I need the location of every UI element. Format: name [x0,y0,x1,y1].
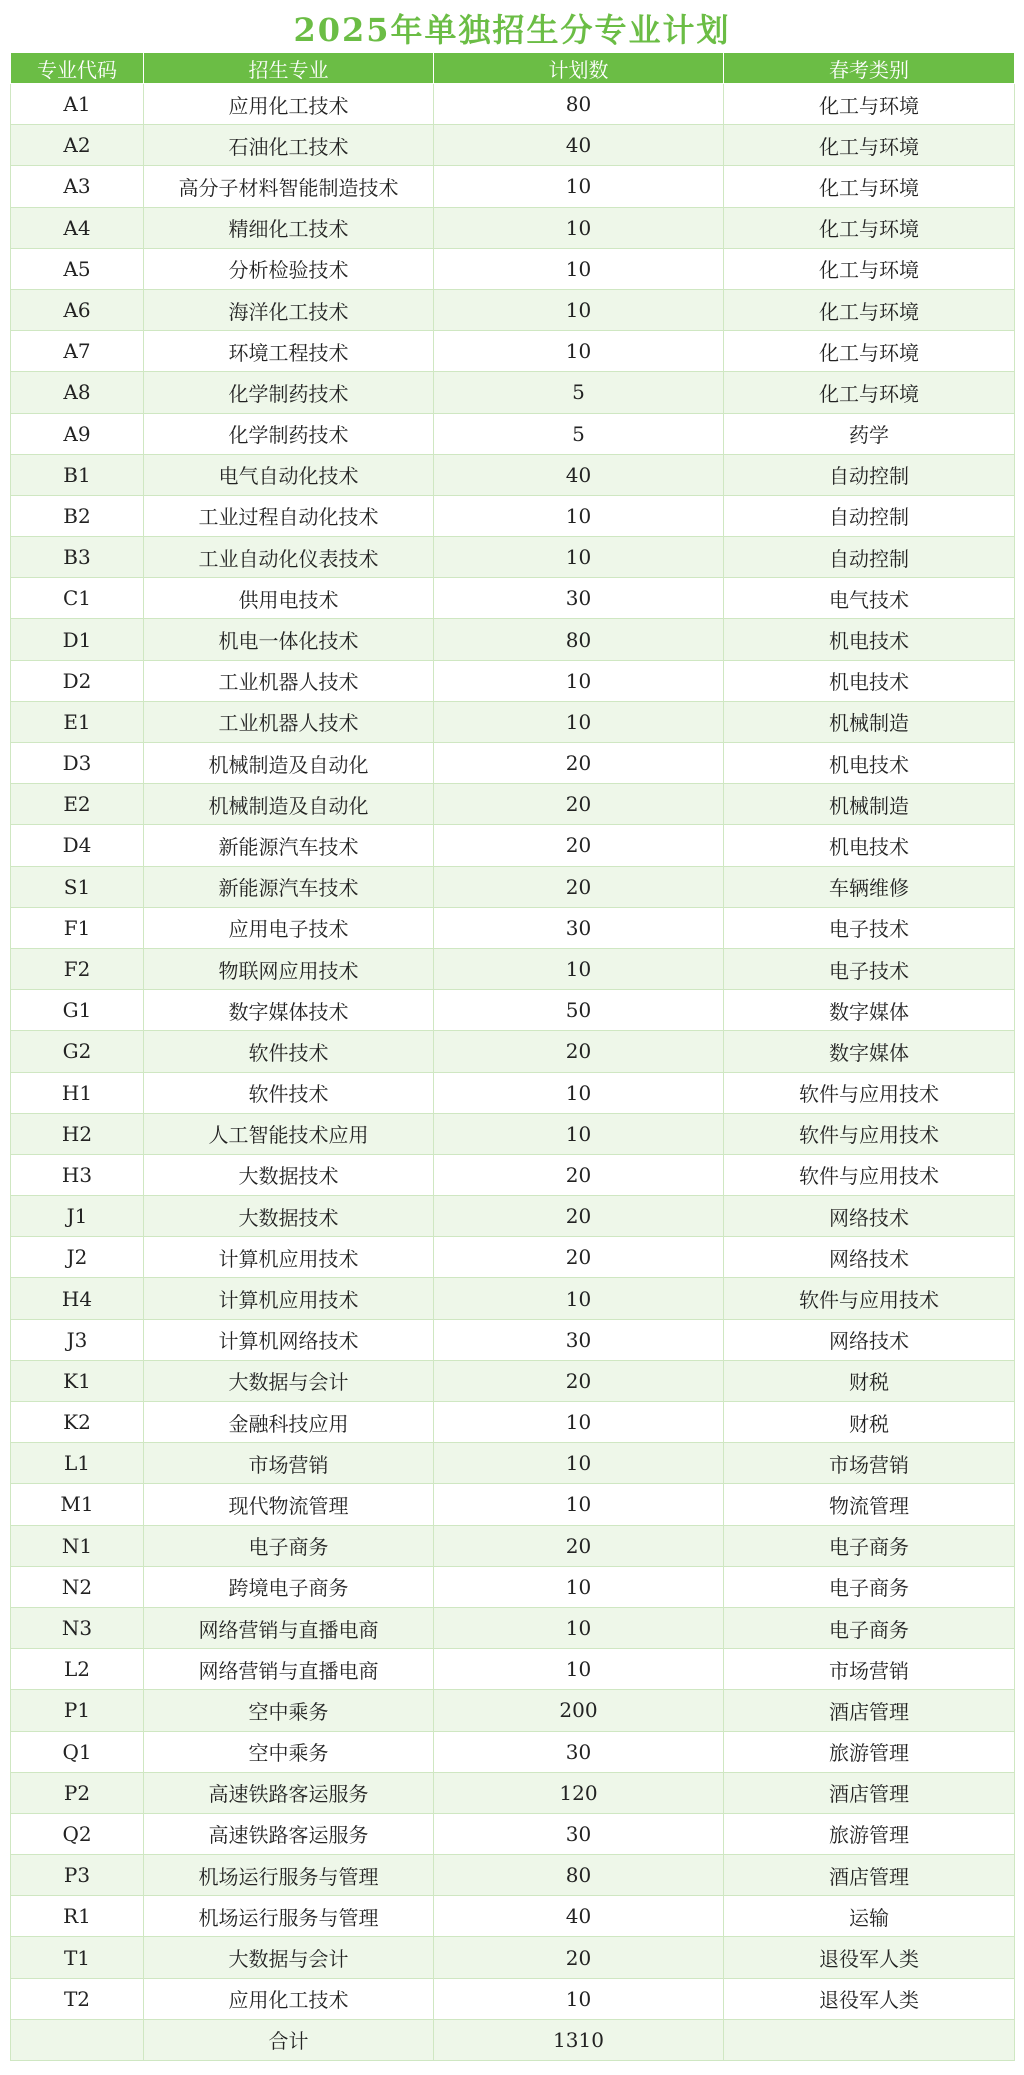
exam-category-cell: 机械制造 [724,784,1015,825]
total-count-cell: 1310 [434,2019,724,2060]
major-name-cell: 机械制造及自动化 [144,743,434,784]
major-code-cell: Q2 [11,1813,144,1854]
exam-category-cell: 软件与应用技术 [724,1154,1015,1195]
major-name-cell: 分析检验技术 [144,248,434,289]
table-row [11,125,1015,166]
plan-count-cell: 10 [434,331,724,372]
plan-count-cell: 5 [434,413,724,454]
table-row [11,1072,1015,1113]
plan-count-cell: 20 [434,743,724,784]
exam-category-cell: 化工与环境 [724,207,1015,248]
major-code-cell: D4 [11,825,144,866]
plan-count-cell: 10 [434,289,724,330]
header-plan-count: 计划数 [434,53,724,84]
major-name-cell: 计算机应用技术 [144,1278,434,1319]
plan-count-cell: 20 [434,784,724,825]
table-row [11,1319,1015,1360]
exam-category-cell: 网络技术 [724,1237,1015,1278]
exam-category-cell: 化工与环境 [724,331,1015,372]
table-row [11,1731,1015,1772]
major-code-cell: B3 [11,537,144,578]
major-name-cell: 机械制造及自动化 [144,784,434,825]
major-name-cell: 人工智能技术应用 [144,1113,434,1154]
major-code-cell: K1 [11,1360,144,1401]
table-row [11,1649,1015,1690]
major-code-cell: E1 [11,701,144,742]
plan-count-cell: 20 [434,1237,724,1278]
table-row [11,1031,1015,1072]
table-row [11,495,1015,536]
exam-category-cell: 旅游管理 [724,1813,1015,1854]
major-code-cell: N3 [11,1607,144,1648]
table-row [11,866,1015,907]
exam-category-cell: 机电技术 [724,743,1015,784]
major-code-cell: A3 [11,166,144,207]
table-row [11,1566,1015,1607]
table-row [11,1237,1015,1278]
exam-category-cell: 软件与应用技术 [724,1278,1015,1319]
major-code-cell: D2 [11,660,144,701]
exam-category-cell: 酒店管理 [724,1772,1015,1813]
exam-category-cell: 退役军人类 [724,1937,1015,1978]
exam-category-cell: 化工与环境 [724,289,1015,330]
major-code-cell: P3 [11,1855,144,1896]
table-body [11,84,1015,2061]
plan-count-cell: 20 [434,1360,724,1401]
plan-count-cell: 10 [434,701,724,742]
table-row [11,1484,1015,1525]
table-row [11,331,1015,372]
major-code-cell: C1 [11,578,144,619]
plan-count-cell: 20 [434,1031,724,1072]
major-name-cell: 新能源汽车技术 [144,866,434,907]
table-row [11,1443,1015,1484]
plan-count-cell: 40 [434,1896,724,1937]
major-name-cell: 应用化工技术 [144,84,434,125]
plan-count-cell: 20 [434,1937,724,1978]
major-code-cell: P2 [11,1772,144,1813]
plan-count-cell: 10 [434,1484,724,1525]
major-name-cell: 大数据与会计 [144,1360,434,1401]
major-name-cell: 软件技术 [144,1072,434,1113]
header-exam-category: 春考类别 [724,53,1015,84]
major-code-cell: F2 [11,948,144,989]
table-row [11,1154,1015,1195]
major-code-cell: S1 [11,866,144,907]
major-name-cell: 大数据技术 [144,1154,434,1195]
exam-category-cell: 电子技术 [724,907,1015,948]
major-code-cell: M1 [11,1484,144,1525]
exam-category-cell: 网络技术 [724,1319,1015,1360]
plan-count-cell: 10 [434,1978,724,2019]
exam-category-cell: 数字媒体 [724,990,1015,1031]
table-row [11,1278,1015,1319]
plan-count-cell: 20 [434,866,724,907]
major-name-cell: 电子商务 [144,1525,434,1566]
major-name-cell: 机场运行服务与管理 [144,1896,434,1937]
exam-category-cell: 运输 [724,1896,1015,1937]
table-row [11,166,1015,207]
table-row [11,1813,1015,1854]
exam-category-cell: 车辆维修 [724,866,1015,907]
plan-count-cell: 30 [434,1813,724,1854]
table-row [11,1855,1015,1896]
table-row [11,825,1015,866]
table-row [11,784,1015,825]
plan-count-cell: 10 [434,1113,724,1154]
exam-category-cell: 机电技术 [724,825,1015,866]
major-code-cell: G2 [11,1031,144,1072]
plan-count-cell: 30 [434,578,724,619]
major-name-cell: 数字媒体技术 [144,990,434,1031]
major-name-cell: 空中乘务 [144,1731,434,1772]
major-name-cell: 软件技术 [144,1031,434,1072]
major-code-cell: A7 [11,331,144,372]
exam-category-cell: 电子技术 [724,948,1015,989]
major-name-cell: 工业机器人技术 [144,701,434,742]
plan-count-cell: 10 [434,495,724,536]
plan-count-cell: 80 [434,84,724,125]
plan-count-cell: 50 [434,990,724,1031]
total-label-cell: 合计 [144,2019,434,2060]
major-name-cell: 高分子材料智能制造技术 [144,166,434,207]
plan-count-cell: 10 [434,537,724,578]
major-name-cell: 物联网应用技术 [144,948,434,989]
exam-category-cell: 财税 [724,1402,1015,1443]
exam-category-cell: 化工与环境 [724,125,1015,166]
major-name-cell: 电气自动化技术 [144,454,434,495]
major-name-cell: 高速铁路客运服务 [144,1813,434,1854]
table-row [11,1690,1015,1731]
table-row [11,413,1015,454]
table-row [11,1402,1015,1443]
table-row [11,907,1015,948]
major-name-cell: 石油化工技术 [144,125,434,166]
plan-count-cell: 5 [434,372,724,413]
plan-count-cell: 120 [434,1772,724,1813]
table-row [11,84,1015,125]
exam-category-cell: 电子商务 [724,1566,1015,1607]
major-code-cell: L2 [11,1649,144,1690]
total-row [11,2019,1015,2060]
table-row [11,578,1015,619]
plan-count-cell: 20 [434,1525,724,1566]
major-name-cell: 高速铁路客运服务 [144,1772,434,1813]
major-name-cell: 大数据技术 [144,1196,434,1237]
plan-count-cell: 10 [434,248,724,289]
major-name-cell: 计算机应用技术 [144,1237,434,1278]
plan-count-cell: 20 [434,1196,724,1237]
major-name-cell: 应用化工技术 [144,1978,434,2019]
exam-category-cell: 机电技术 [724,660,1015,701]
table-row [11,619,1015,660]
plan-count-cell: 10 [434,948,724,989]
table-row [11,701,1015,742]
major-name-cell: 应用电子技术 [144,907,434,948]
exam-category-cell: 市场营销 [724,1649,1015,1690]
major-code-cell: B1 [11,454,144,495]
plan-count-cell: 20 [434,825,724,866]
major-code-cell: J2 [11,1237,144,1278]
table-row [11,1896,1015,1937]
plan-count-cell: 10 [434,1443,724,1484]
major-code-cell: B2 [11,495,144,536]
major-name-cell: 海洋化工技术 [144,289,434,330]
table-row [11,990,1015,1031]
header-major-name: 招生专业 [144,53,434,84]
major-name-cell: 跨境电子商务 [144,1566,434,1607]
plan-count-cell: 30 [434,907,724,948]
major-code-cell: R1 [11,1896,144,1937]
exam-category-cell: 软件与应用技术 [724,1072,1015,1113]
plan-count-cell: 40 [434,454,724,495]
major-code-cell: N1 [11,1525,144,1566]
major-code-cell: A5 [11,248,144,289]
major-code-cell: A9 [11,413,144,454]
table-row [11,1113,1015,1154]
major-name-cell: 新能源汽车技术 [144,825,434,866]
table-row [11,248,1015,289]
major-name-cell: 大数据与会计 [144,1937,434,1978]
major-code-cell: A4 [11,207,144,248]
total-blank-cell [724,2019,1015,2060]
plan-count-cell: 10 [434,660,724,701]
plan-count-cell: 10 [434,207,724,248]
exam-category-cell: 物流管理 [724,1484,1015,1525]
exam-category-cell: 酒店管理 [724,1855,1015,1896]
exam-category-cell: 网络技术 [724,1196,1015,1237]
major-code-cell: A1 [11,84,144,125]
exam-category-cell: 市场营销 [724,1443,1015,1484]
major-code-cell: F1 [11,907,144,948]
plan-count-cell: 10 [434,1649,724,1690]
major-name-cell: 工业过程自动化技术 [144,495,434,536]
plan-count-cell: 10 [434,1278,724,1319]
table-row [11,207,1015,248]
major-name-cell: 空中乘务 [144,1690,434,1731]
major-code-cell: T2 [11,1978,144,2019]
plan-count-cell: 10 [434,1566,724,1607]
exam-category-cell: 化工与环境 [724,248,1015,289]
major-name-cell: 供用电技术 [144,578,434,619]
exam-category-cell: 软件与应用技术 [724,1113,1015,1154]
table-row [11,1525,1015,1566]
major-code-cell: H1 [11,1072,144,1113]
major-name-cell: 机场运行服务与管理 [144,1855,434,1896]
major-code-cell: G1 [11,990,144,1031]
exam-category-cell: 电子商务 [724,1607,1015,1648]
major-code-cell: J3 [11,1319,144,1360]
plan-count-cell: 10 [434,1072,724,1113]
plan-count-cell: 200 [434,1690,724,1731]
major-code-cell: Q1 [11,1731,144,1772]
table-row [11,289,1015,330]
major-code-cell: J1 [11,1196,144,1237]
exam-category-cell: 电气技术 [724,578,1015,619]
plan-count-cell: 30 [434,1731,724,1772]
major-code-cell: N2 [11,1566,144,1607]
major-name-cell: 市场营销 [144,1443,434,1484]
table-header-row [11,53,1015,84]
major-code-cell: T1 [11,1937,144,1978]
major-name-cell: 网络营销与直播电商 [144,1607,434,1648]
major-name-cell: 化学制药技术 [144,372,434,413]
major-code-cell: A8 [11,372,144,413]
exam-category-cell: 自动控制 [724,495,1015,536]
major-name-cell: 计算机网络技术 [144,1319,434,1360]
major-code-cell: L1 [11,1443,144,1484]
table-row [11,948,1015,989]
total-blank-cell [11,2019,144,2060]
plan-count-cell: 80 [434,619,724,660]
table-row [11,1937,1015,1978]
exam-category-cell: 机械制造 [724,701,1015,742]
major-code-cell: A2 [11,125,144,166]
major-code-cell: P1 [11,1690,144,1731]
table-row [11,1978,1015,2019]
exam-category-cell: 化工与环境 [724,372,1015,413]
exam-category-cell: 化工与环境 [724,166,1015,207]
table-row [11,537,1015,578]
plan-count-cell: 10 [434,166,724,207]
major-code-cell: K2 [11,1402,144,1443]
major-name-cell: 环境工程技术 [144,331,434,372]
plan-count-cell: 40 [434,125,724,166]
table-row [11,454,1015,495]
table-row [11,660,1015,701]
major-name-cell: 金融科技应用 [144,1402,434,1443]
exam-category-cell: 旅游管理 [724,1731,1015,1772]
page-title: 2025年单独招生分专业计划 [293,11,731,49]
major-name-cell: 机电一体化技术 [144,619,434,660]
major-code-cell: E2 [11,784,144,825]
exam-category-cell: 自动控制 [724,537,1015,578]
table-row [11,1607,1015,1648]
plan-count-cell: 20 [434,1154,724,1195]
exam-category-cell: 财税 [724,1360,1015,1401]
major-name-cell: 网络营销与直播电商 [144,1649,434,1690]
enrollment-plan-table [10,52,1015,2061]
exam-category-cell: 机电技术 [724,619,1015,660]
header-major-code: 专业代码 [11,53,144,84]
exam-category-cell: 药学 [724,413,1015,454]
table-row [11,1196,1015,1237]
major-code-cell: D1 [11,619,144,660]
major-name-cell: 化学制药技术 [144,413,434,454]
exam-category-cell: 化工与环境 [724,84,1015,125]
major-name-cell: 工业机器人技术 [144,660,434,701]
major-code-cell: H3 [11,1154,144,1195]
exam-category-cell: 数字媒体 [724,1031,1015,1072]
plan-count-cell: 10 [434,1607,724,1648]
exam-category-cell: 电子商务 [724,1525,1015,1566]
major-code-cell: H2 [11,1113,144,1154]
major-name-cell: 精细化工技术 [144,207,434,248]
exam-category-cell: 酒店管理 [724,1690,1015,1731]
plan-count-cell: 80 [434,1855,724,1896]
major-code-cell: D3 [11,743,144,784]
table-row [11,1360,1015,1401]
major-name-cell: 工业自动化仪表技术 [144,537,434,578]
exam-category-cell: 退役军人类 [724,1978,1015,2019]
exam-category-cell: 自动控制 [724,454,1015,495]
table-row [11,1772,1015,1813]
major-name-cell: 现代物流管理 [144,1484,434,1525]
table-row [11,372,1015,413]
major-code-cell: H4 [11,1278,144,1319]
plan-count-cell: 30 [434,1319,724,1360]
major-code-cell: A6 [11,289,144,330]
table-row [11,743,1015,784]
plan-count-cell: 10 [434,1402,724,1443]
